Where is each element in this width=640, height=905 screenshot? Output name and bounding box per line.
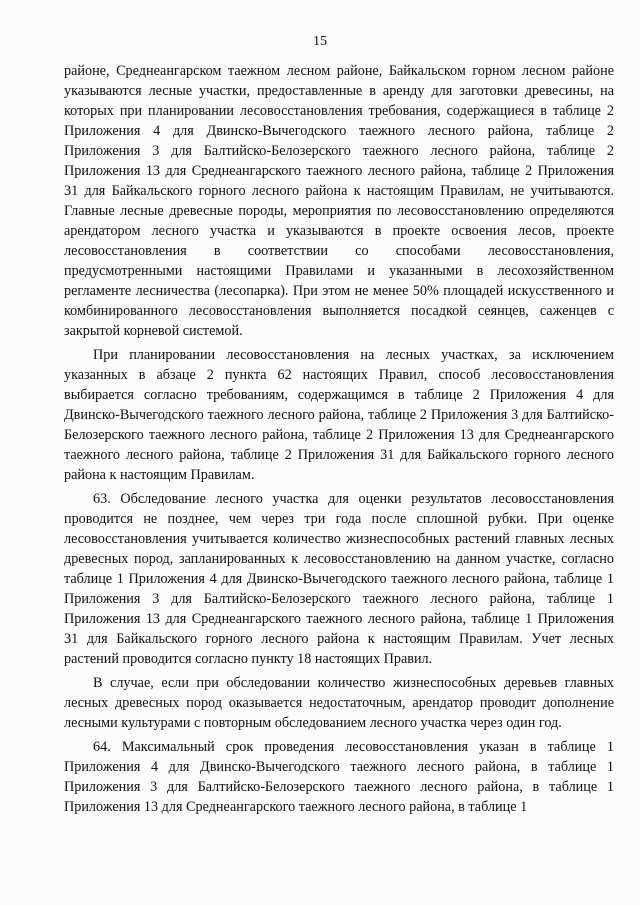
paragraph-continuation: районе, Среднеангарском таежном лесном районе, Байкальском горном лесном районе указываются лесные участки, предоставленные в аренду для заготовки древесины, на которых при планировании лесовосстановления требования, содержащиеся в таблице 2 Приложения 4 для Двинско-Вычегодского таежного лесного района, таблице 2 Приложения 3 для Балтийско-Белозерского таежного лесного района, таблице 2 Приложения 13 для Среднеангарского таежного лесного района, таблице 2 Приложения 31 для Байкальского горного лесного района к настоящим Правилам, не учитываются. Главные лесные древесные породы, мероприятия по лесовосстановлению определяются арендатором лесного участка и указываются в проекте освоения лесов, проекте лесовосстановления в соответствии со способами лесовосстановления, предусмотренными настоящими Правилами и указанными в лесохозяйственном регламенте лесничества (лесопарка). При этом не менее 50% площадей искусственного и комбинированного лесовосстановления выполняется посадкой сеянцев, саженцев с закрытой корневой системой. <box>64 63 614 339</box>
page-number: 15 <box>313 34 327 49</box>
paragraph-item-64: 64. Максимальный срок проведения лесовосстановления указан в таблице 1 Приложения 4 для Двинско-Вычегодского таежного лесного района, в таблице 1 Приложения 3 для Балтийско-Белозерского таежного лесного района, в таблице 1 Приложения 13 для Среднеангарского таежного лесного района, в таблице 1 <box>64 739 614 815</box>
paragraph-item-63: 63. Обследование лесного участка для оценки результатов лесовосстановления проводится не позднее, чем через три года после сплошной рубки. При оценке лесовосстановления учитывается количество жизнеспособных растений главных лесных древесных пород, запланированных к лесовосстановлению на данном участке, согласно таблице 1 Приложения 4 для Двинско-Вычегодского таежного лесного района, таблице 1 Приложения 3 для Балтийско-Белозерского таежного лесного района, таблице 1 Приложения 13 для Среднеангарского таежного лесного района, таблице 1 Приложения 31 для Байкальского горного лесного района к настоящим Правилам. Учет лесных растений проводится согласно пункту 18 настоящих Правил. <box>64 491 614 667</box>
paragraph-planning: При планировании лесовосстановления на лесных участках, за исключением указанных в абзаце 2 пункта 62 настоящих Правил, способ лесовосстановления выбирается согласно требованиям, содержащимся в таблице 2 Приложения 4 для Двинско-Вычегодского таежного лесного района, таблице 2 Приложения 3 для Балтийско-Белозерского таежного лесного района, таблице 2 Приложения 13 для Среднеангарского таежного лесного района, таблице 2 Приложения 31 для Байкальского горного лесного района к настоящим Правилам. <box>64 347 614 483</box>
paragraph-insufficient-trees: В случае, если при обследовании количество жизнеспособных деревьев главных лесных древесных пород оказывается недостаточным, арендатор проводит дополнение лесными культурами с повторным обследованием лесного участка через один год. <box>64 675 614 731</box>
page-body <box>64 61 614 821</box>
